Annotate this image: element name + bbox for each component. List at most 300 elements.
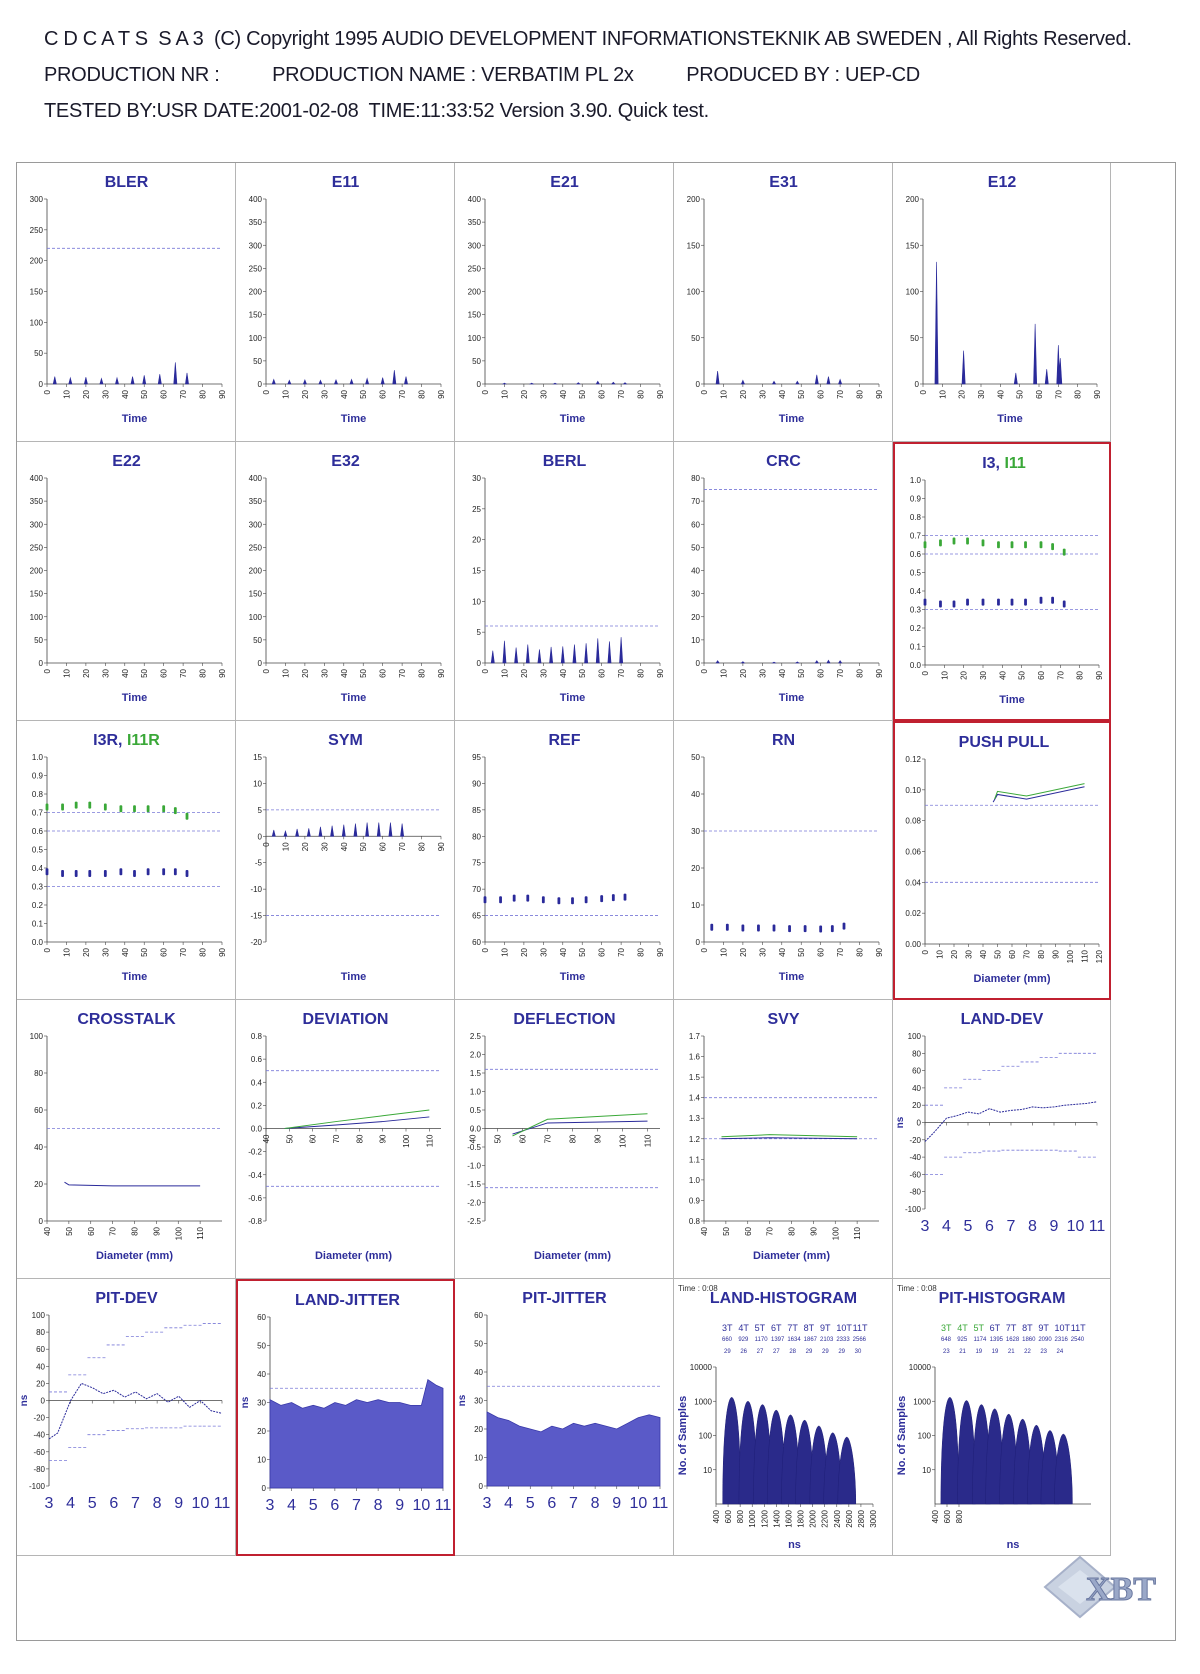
x-tick-label: 0: [262, 390, 271, 395]
y-tick-label: 50: [910, 333, 919, 343]
y-tick-label: 0: [38, 380, 43, 389]
chart-panel-e32: [236, 442, 455, 721]
data-spike: [401, 824, 404, 837]
x-tick-label: 3000: [869, 1510, 878, 1528]
y-tick-label: 60: [472, 938, 481, 947]
x-tick-label: 110: [853, 1227, 863, 1240]
x-axis-label: Time: [999, 694, 1025, 706]
chart-svg-bler: [17, 163, 236, 442]
x-tick-label: 90: [875, 390, 884, 399]
data-point: [843, 923, 846, 930]
y-tick-label: 10: [691, 635, 700, 645]
histogram-legend-label: 9T: [820, 1323, 831, 1333]
data-spike: [366, 378, 369, 384]
x-tick-label: 1000: [748, 1510, 758, 1528]
histogram-legend-label: 6T: [771, 1323, 782, 1333]
data-spike: [530, 383, 533, 384]
histogram-legend-label: 10T: [836, 1323, 852, 1333]
y-tick-label: 0.7: [31, 808, 43, 818]
chart-svg-e22: [17, 442, 236, 721]
x-tick-label: 40: [996, 390, 1006, 399]
data-point: [499, 896, 502, 903]
y-tick-label: 0.8: [909, 513, 921, 522]
x-tick-label: 11: [434, 1497, 452, 1514]
histogram-legend-value: 21: [959, 1349, 966, 1355]
x-tick-label: 90: [437, 390, 446, 399]
x-tick-label: 110: [196, 1227, 206, 1240]
y-tick-label: 100: [248, 333, 262, 343]
data-spike: [100, 378, 103, 384]
data-spike: [288, 380, 291, 384]
data-point: [997, 599, 1000, 606]
chart-panel-pitjitter: [455, 1279, 674, 1556]
x-tick-label: 50: [140, 948, 150, 957]
chart-svg-e21: [455, 163, 674, 442]
x-tick-label: 4: [66, 1495, 76, 1512]
y-tick-label: 0: [38, 659, 43, 668]
data-spike: [354, 824, 357, 837]
y-tick-label: 100: [29, 612, 43, 622]
x-tick-label: 70: [179, 669, 189, 678]
y-tick-label: 300: [29, 520, 43, 530]
x-tick-label: 80: [636, 390, 646, 399]
x-tick-label: 10: [191, 1495, 210, 1512]
y-tick-label: 0: [476, 380, 481, 389]
y-tick-label: 95: [472, 753, 481, 762]
y-tick-label: 100: [31, 1311, 45, 1320]
y-tick-label: 30: [257, 1398, 266, 1408]
x-tick-label: 50: [578, 948, 588, 957]
chart-title: [549, 732, 581, 749]
y-tick-label: -5: [254, 858, 262, 868]
chart-title: [513, 1011, 615, 1028]
chart-panel-crosstalk: [17, 1000, 236, 1279]
y-tick-label: 0.6: [31, 827, 43, 836]
x-tick-label: 60: [816, 669, 826, 678]
y-tick-label: 20: [474, 1425, 483, 1434]
chart-title-part: BLER: [104, 174, 149, 191]
x-tick-label: 80: [198, 390, 208, 399]
y-tick-label: -80: [909, 1187, 921, 1197]
x-tick-label: 40: [777, 390, 787, 399]
y-tick-label: 60: [257, 1313, 266, 1322]
y-tick-label: 1.0: [909, 476, 921, 485]
x-tick-label: 40: [700, 1227, 709, 1236]
x-axis-label: Diameter (mm): [95, 1250, 174, 1262]
data-spike: [303, 380, 306, 384]
x-tick-label: 90: [1093, 390, 1102, 399]
x-tick-label: 0: [921, 671, 930, 676]
x-tick-label: 90: [218, 948, 227, 957]
data-point: [1040, 541, 1043, 548]
x-tick-label: 100: [618, 1134, 628, 1148]
y-tick-label: 0.02: [905, 909, 921, 919]
y-tick-label: 0.2: [909, 624, 921, 633]
x-tick-label: 0: [919, 390, 928, 395]
y-tick-label: 50: [474, 1339, 483, 1349]
histogram-legend-value: 2316: [1054, 1337, 1068, 1343]
data-point: [186, 813, 189, 820]
x-tick-label: 10: [719, 390, 729, 399]
x-tick-label: 8: [590, 1495, 600, 1512]
y-tick-label: 0.06: [905, 847, 921, 857]
data-spike: [620, 637, 623, 663]
y-tick-label: 400: [248, 195, 262, 204]
x-tick-label: 10: [500, 948, 510, 957]
y-tick-label: 0.00: [905, 940, 921, 949]
histogram-peak: [838, 1437, 856, 1504]
x-tick-label: 80: [1073, 390, 1083, 399]
y-axis-label: No. of Samples: [677, 1395, 689, 1476]
y-tick-label: 100: [686, 287, 700, 297]
histogram-legend-value: 27: [773, 1349, 780, 1355]
x-tick-label: 60: [518, 1134, 528, 1144]
x-tick-label: 0: [481, 669, 490, 674]
x-axis-label: Time: [997, 413, 1023, 425]
y-tick-label: 40: [691, 566, 700, 576]
data-spike: [342, 825, 345, 837]
x-tick-label: 20: [81, 948, 91, 957]
y-tick-label: 2.0: [469, 1050, 481, 1060]
y-tick-label: 0.04: [905, 878, 921, 888]
histogram-legend-label: 6T: [989, 1323, 1001, 1333]
x-tick-label: 40: [998, 671, 1008, 680]
x-tick-label: 10: [500, 390, 510, 399]
x-tick-label: 3: [265, 1497, 275, 1514]
x-tick-label: 70: [1056, 671, 1066, 680]
x-tick-label: 70: [398, 842, 408, 852]
y-tick-label: 0: [257, 659, 262, 668]
x-tick-label: 100: [831, 1227, 841, 1241]
histogram-legend-value: 1634: [787, 1337, 801, 1343]
data-point: [939, 539, 942, 546]
y-tick-label: 10000: [908, 1363, 931, 1372]
data-spike: [69, 378, 72, 384]
y-tick-label: 40: [257, 1370, 266, 1379]
x-tick-label: 30: [101, 390, 111, 399]
data-spike: [526, 645, 529, 664]
y-tick-label: 50: [253, 635, 262, 645]
x-tick-label: 20: [738, 948, 748, 957]
y-tick-label: -60: [909, 1170, 921, 1180]
x-axis-label: Time: [340, 413, 367, 425]
chart-panel-e11: [236, 163, 455, 442]
x-tick-label: 40: [339, 390, 349, 399]
x-tick-label: 80: [198, 669, 208, 678]
x-tick-label: 110: [643, 1134, 653, 1148]
y-tick-label: 300: [248, 241, 262, 251]
data-spike: [1034, 324, 1037, 384]
data-point: [61, 870, 64, 877]
x-tick-label: 0: [481, 948, 490, 953]
histogram-legend-label: 9T: [1038, 1323, 1049, 1333]
y-tick-label: 20: [912, 1101, 921, 1111]
histogram-legend-value: 24: [1056, 1349, 1064, 1355]
y-tick-label: -2.5: [467, 1217, 481, 1226]
x-tick-label: 9: [612, 1495, 622, 1512]
y-tick-label: 0: [38, 1217, 43, 1226]
y-tick-label: 5: [476, 628, 481, 638]
y-tick-label: 50: [257, 1341, 266, 1351]
x-tick-label: 100: [402, 1134, 411, 1148]
data-point: [104, 870, 107, 877]
chart-title: [105, 174, 149, 191]
data-spike: [307, 828, 310, 836]
chart-panel-landdev: [893, 1000, 1111, 1279]
chart-panel-e31: [674, 163, 893, 442]
data-point: [939, 600, 942, 607]
x-tick-label: 10: [940, 671, 950, 680]
x-tick-label: 8: [1028, 1218, 1037, 1235]
chart-title: [328, 732, 363, 749]
x-tick-label: 40: [468, 1134, 478, 1144]
histogram-legend-value: 2566: [852, 1337, 867, 1343]
data-spike: [143, 375, 146, 384]
x-tick-label: 60: [1035, 390, 1044, 399]
data-line: [513, 1114, 648, 1136]
x-tick-label: 2000: [808, 1510, 818, 1528]
chart-title-part: SVY: [767, 1011, 800, 1028]
chart-title-part: PIT-DEV: [95, 1290, 158, 1307]
data-spike: [538, 649, 541, 663]
y-tick-label: 30: [472, 474, 481, 483]
y-tick-label: 75: [472, 858, 481, 868]
chart-panel-rn: [674, 721, 893, 1000]
x-tick-label: 20: [738, 390, 748, 399]
x-tick-label: 70: [179, 948, 189, 957]
x-tick-label: 30: [320, 669, 330, 678]
x-tick-label: 70: [617, 390, 627, 399]
y-tick-label: -0.5: [467, 1143, 481, 1152]
data-spike: [350, 379, 353, 384]
y-tick-label: -2.0: [467, 1198, 481, 1208]
chart-panel-deflection: [455, 1000, 674, 1279]
x-axis-label: Diameter (mm): [314, 1250, 393, 1262]
data-point: [104, 803, 107, 810]
chart-title-part: LAND-JITTER: [295, 1292, 400, 1309]
x-tick-label: 70: [108, 1227, 118, 1236]
x-tick-label: 40: [777, 948, 787, 957]
chart-svg-pushpull: [895, 723, 1111, 1000]
histogram-legend-label: 4T: [738, 1323, 749, 1333]
y-tick-label: 60: [474, 1311, 483, 1320]
histogram-legend-label: 3T: [941, 1323, 952, 1333]
data-spike: [393, 370, 396, 384]
x-tick-label: 4: [942, 1218, 951, 1235]
x-tick-label: 50: [64, 1227, 74, 1236]
y-tick-label: 50: [253, 356, 262, 366]
x-tick-label: 110: [1080, 950, 1090, 963]
x-tick-label: 90: [656, 390, 665, 399]
x-tick-label: 7: [352, 1497, 361, 1514]
x-axis-label: Time: [121, 692, 148, 704]
x-tick-label: 90: [875, 948, 884, 957]
x-tick-label: 3: [482, 1495, 492, 1512]
data-spike: [577, 383, 580, 384]
x-axis-label: Time: [778, 413, 805, 425]
chart-title: [939, 1290, 1066, 1307]
y-tick-label: 150: [29, 589, 43, 599]
y-tick-label: 60: [691, 520, 700, 530]
data-spike: [741, 662, 744, 663]
x-tick-label: 5: [963, 1218, 973, 1235]
y-tick-label: 85: [472, 805, 481, 815]
y-tick-label: 1.0: [469, 1087, 481, 1097]
x-tick-label: 60: [86, 1227, 96, 1236]
data-spike: [839, 379, 842, 384]
data-spike: [272, 379, 275, 384]
y-tick-label: 30: [474, 1396, 483, 1406]
x-axis-label: ns: [788, 1539, 801, 1551]
chart-title-part: ,: [118, 732, 127, 749]
y-tick-label: 10: [257, 1455, 266, 1465]
y-axis-label: No. of Samples: [896, 1395, 908, 1476]
x-axis-label: Time: [121, 413, 148, 425]
y-tick-label: 0.8: [688, 1217, 700, 1226]
chart-title: [95, 1290, 158, 1307]
watermark-text: XBT: [1086, 1571, 1156, 1608]
chart-panel-pithist: [893, 1279, 1111, 1556]
x-tick-label: 0: [700, 390, 709, 395]
y-tick-label: 50: [691, 333, 700, 343]
chart-title-part: LAND-HISTOGRAM: [709, 1290, 858, 1307]
x-tick-label: 60: [378, 669, 388, 678]
histogram-legend-label: 11T: [852, 1323, 868, 1333]
x-tick-label: 40: [120, 948, 130, 957]
y-tick-label: 200: [467, 287, 481, 297]
data-point: [542, 896, 545, 903]
data-point: [1024, 541, 1027, 548]
y-tick-label: 200: [686, 195, 700, 204]
x-tick-label: 20: [950, 950, 959, 959]
chart-title-part: E11: [331, 174, 360, 191]
y-tick-label: 50: [472, 356, 481, 366]
chart-title-part: REF: [548, 732, 581, 749]
data-point: [174, 868, 177, 875]
x-tick-label: 30: [320, 842, 330, 852]
x-axis-label: Time: [559, 692, 586, 704]
y-tick-label: 0: [40, 1396, 45, 1406]
x-tick-label: 30: [964, 950, 974, 959]
x-axis-label: Diameter (mm): [533, 1250, 612, 1262]
chart-title: [550, 174, 579, 191]
histogram-legend-value: 1395: [989, 1337, 1004, 1343]
chart-title-part: I11: [1004, 455, 1026, 472]
y-tick-label: 90: [472, 779, 481, 789]
xbt-watermark: [1040, 1552, 1180, 1622]
x-tick-label: 60: [159, 948, 169, 957]
x-tick-label: 6: [985, 1218, 994, 1235]
chart-panel-ref: [455, 721, 674, 1000]
data-spike: [585, 643, 588, 663]
x-axis-label: Time: [559, 413, 586, 425]
x-tick-label: 80: [130, 1227, 140, 1236]
data-spike: [334, 380, 337, 384]
y-tick-label: 0: [914, 380, 919, 389]
x-tick-label: 60: [378, 390, 388, 399]
data-point: [585, 896, 588, 903]
x-tick-label: 11: [651, 1495, 669, 1512]
y-tick-label: 2.5: [469, 1032, 481, 1041]
data-point: [982, 539, 985, 546]
data-spike: [796, 662, 799, 663]
histogram-legend-label: 3T: [722, 1323, 733, 1333]
x-tick-label: 60: [816, 390, 826, 399]
y-tick-label: 150: [248, 310, 262, 320]
y-tick-label: -1.0: [467, 1161, 481, 1171]
y-tick-label: 1.3: [688, 1114, 700, 1124]
x-tick-label: 50: [285, 1134, 295, 1144]
x-tick-label: 0: [921, 950, 930, 955]
y-tick-label: -0.8: [248, 1217, 262, 1226]
time-label: Time : 0:08: [678, 1284, 718, 1293]
y-tick-label: 20: [691, 864, 700, 873]
x-tick-label: 40: [339, 669, 349, 678]
y-tick-label: 15: [472, 566, 481, 576]
x-tick-label: 6: [109, 1495, 119, 1512]
x-tick-label: 60: [378, 842, 388, 852]
x-tick-label: 80: [1075, 671, 1085, 680]
chart-title-part: PIT-HISTOGRAM: [938, 1290, 1066, 1307]
y-tick-label: -100: [904, 1205, 921, 1214]
x-tick-label: 110: [425, 1134, 435, 1148]
x-tick-label: 11: [213, 1495, 231, 1512]
y-tick-label: 15: [253, 753, 262, 762]
y-tick-label: 0.3: [31, 882, 43, 892]
data-spike: [612, 382, 615, 384]
histogram-legend-value: 648: [941, 1337, 952, 1343]
y-tick-label: -0.2: [248, 1147, 262, 1157]
chart-title: [303, 1011, 389, 1028]
y-tick-label: 100: [29, 318, 43, 328]
y-tick-label: -10: [250, 885, 262, 895]
x-tick-label: 2600: [844, 1510, 854, 1528]
chart-title: [112, 453, 141, 470]
x-tick-label: 80: [568, 1134, 578, 1144]
x-tick-label: 40: [558, 669, 568, 678]
y-tick-label: 50: [691, 543, 700, 553]
y-tick-label: 350: [248, 497, 262, 507]
data-point: [557, 897, 560, 904]
x-tick-label: 20: [300, 390, 310, 399]
x-tick-label: 400: [712, 1510, 721, 1524]
data-point: [953, 538, 956, 545]
data-point: [953, 600, 956, 607]
x-tick-label: 80: [198, 948, 208, 957]
histogram-legend-label: 7T: [1005, 1323, 1017, 1333]
histogram-legend-value: 28: [789, 1349, 797, 1355]
data-point: [119, 805, 122, 812]
chart-svg-pitjitter: [455, 1279, 674, 1556]
histogram-peak: [1054, 1434, 1072, 1504]
x-tick-label: 80: [417, 669, 427, 678]
chart-title: [772, 732, 795, 749]
x-tick-label: 10: [629, 1495, 648, 1512]
chart-title-part: SYM: [328, 732, 363, 749]
y-tick-label: -40: [33, 1430, 45, 1440]
chart-title-part: E32: [331, 453, 360, 470]
y-tick-label: 100: [917, 1431, 931, 1441]
data-spike: [296, 829, 299, 836]
chart-title: [77, 1011, 176, 1028]
y-tick-label: 0.10: [905, 785, 921, 795]
y-tick-label: 1000: [913, 1397, 931, 1407]
chart-title: [543, 453, 587, 470]
x-tick-label: 0: [262, 669, 271, 674]
x-tick-label: 100: [1066, 950, 1075, 964]
data-point: [147, 868, 150, 875]
data-spike: [716, 661, 719, 663]
